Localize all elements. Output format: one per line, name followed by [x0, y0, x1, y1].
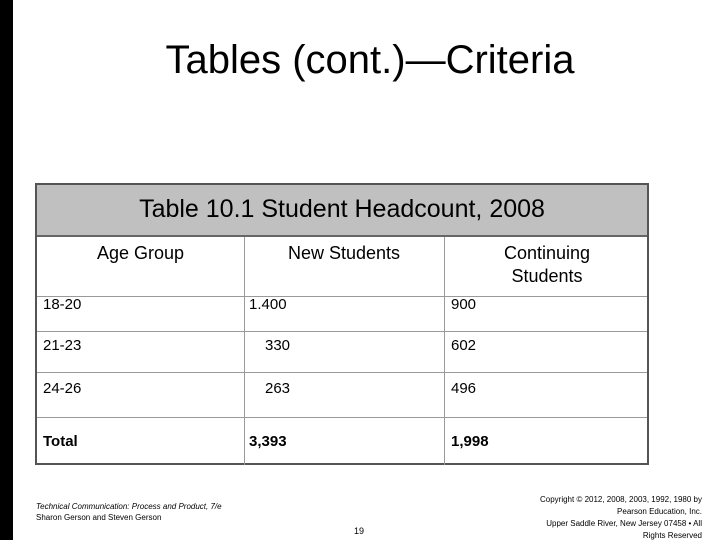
footer-authors: Sharon Gerson and Steven Gerson [36, 513, 162, 522]
copyright-line: Upper Saddle River, New Jersey 07458 • All [546, 519, 702, 528]
cell-continuing: 900 [451, 296, 477, 313]
header-new-students: New Students [287, 243, 401, 263]
cell-continuing: 496 [451, 380, 477, 397]
page-number: 19 [354, 526, 365, 536]
column-divider [444, 237, 445, 465]
total-new: 3,393 [249, 433, 287, 450]
cell-new: 330 [265, 337, 291, 354]
column-divider [244, 237, 245, 465]
header-age-group: Age Group [96, 243, 185, 263]
left-edge-bar [0, 0, 13, 540]
total-continuing: 1,998 [451, 433, 489, 450]
copyright-line: Rights Reserved [642, 531, 702, 540]
cell-age: 24-26 [43, 380, 82, 397]
copyright-line: Pearson Education, Inc. [617, 507, 702, 516]
slide-title: Tables (cont.)—Criteria [165, 38, 575, 82]
copyright-line: Copyright © 2012, 2008, 2003, 1992, 1980 by [539, 495, 702, 504]
cell-new: 263 [265, 380, 291, 397]
table-caption: Table 10.1 Student Headcount, 2008 [139, 195, 545, 223]
headcount-table [35, 183, 649, 465]
row-divider [37, 296, 647, 297]
cell-new: 1.400 [249, 296, 287, 313]
footer-book-title: Technical Communication: Process and Product, 7/e [36, 502, 222, 511]
total-label: Total [43, 433, 78, 450]
cell-continuing: 602 [451, 337, 477, 354]
cell-age: 18-20 [43, 296, 82, 313]
header-continuing-students: Continuing Students [503, 243, 591, 286]
row-divider [37, 372, 647, 373]
table-caption-band [37, 185, 647, 237]
footer-citation [36, 501, 222, 523]
cell-age: 21-23 [43, 337, 82, 354]
footer-copyright [502, 494, 702, 542]
row-divider [37, 417, 647, 418]
row-divider [37, 331, 647, 332]
